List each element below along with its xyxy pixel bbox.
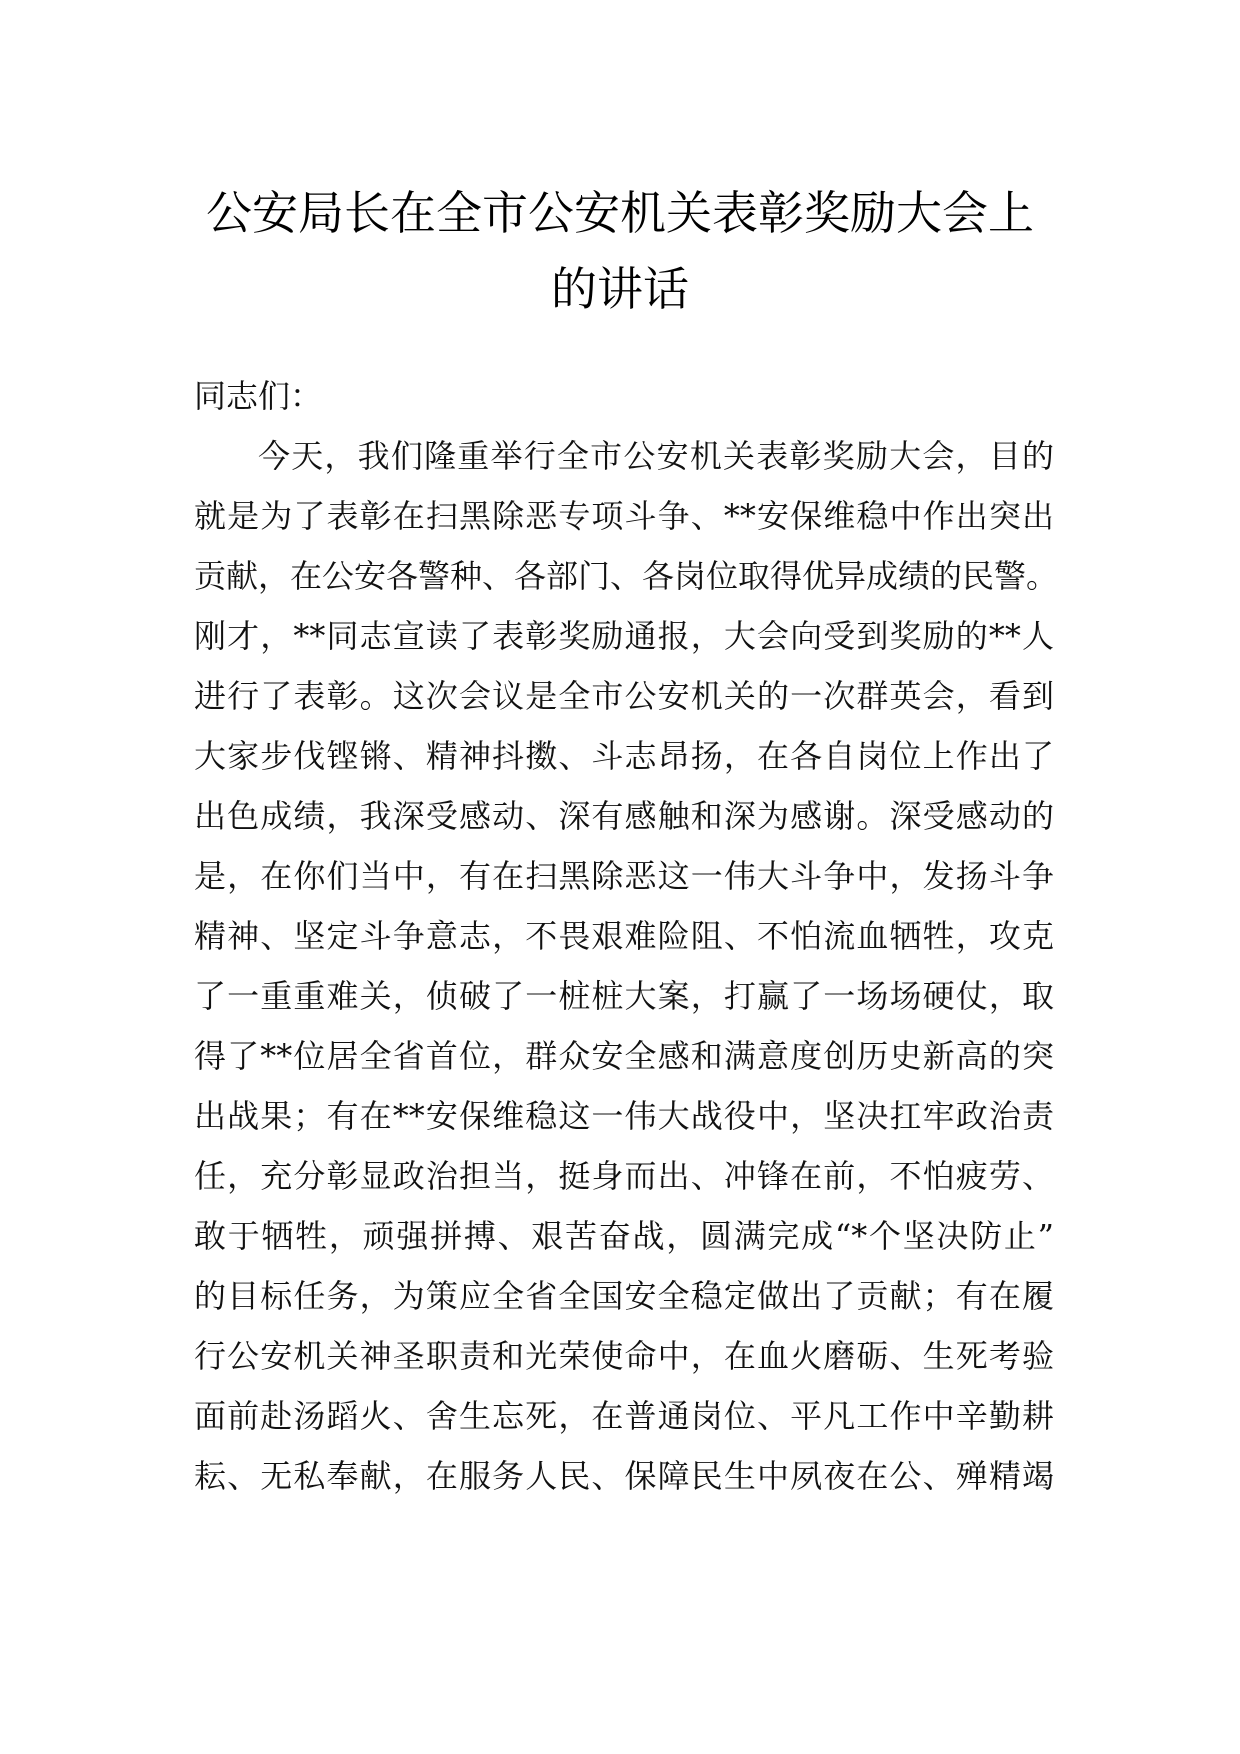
salutation: 同志们： — [194, 377, 323, 415]
body-line: 贡献，在公安各警种、各部门、各岗位取得优异成绩的民警。 — [194, 557, 1059, 595]
body-line: 出战果；有在**安保维稳这一伟大战役中，坚决扛牢政治责 — [194, 1097, 1054, 1135]
body-line: 得了**位居全省首位，群众安全感和满意度创历史新高的突 — [194, 1037, 1054, 1075]
body-line: 了一重重难关，侦破了一桩桩大案，打赢了一场场硬仗，取 — [194, 977, 1054, 1015]
title-line-1: 公安局长在全市公安机关表彰奖励大会上 — [206, 186, 1034, 240]
body-line: 敢于牺牲，顽强拼搏、艰苦奋战，圆满完成“*个坚决防止” — [194, 1217, 1054, 1255]
body-line: 进行了表彰。这次会议是全市公安机关的一次群英会，看到 — [194, 677, 1054, 715]
body-line: 是，在你们当中，有在扫黑除恶这一伟大斗争中，发扬斗争 — [194, 857, 1054, 895]
body-line: 出色成绩，我深受感动、深有感触和深为感谢。深受感动的 — [194, 797, 1054, 835]
body-line: 任，充分彰显政治担当，挺身而出、冲锋在前，不怕疲劳、 — [194, 1157, 1054, 1195]
body-line: 今天，我们隆重举行全市公安机关表彰奖励大会，目的 — [258, 437, 1054, 475]
document-title — [150, 175, 1090, 327]
title-line-2: 的讲话 — [551, 262, 689, 316]
body-line: 的目标任务，为策应全省全国安全稳定做出了贡献；有在履 — [194, 1277, 1054, 1315]
body-line: 行公安机关神圣职责和光荣使命中，在血火磨砺、生死考验 — [194, 1337, 1054, 1375]
body-line: 精神、坚定斗争意志，不畏艰难险阻、不怕流血牺牲，攻克 — [194, 917, 1054, 955]
body-line: 耘、无私奉献，在服务人民、保障民生中夙夜在公、殚精竭 — [194, 1457, 1054, 1495]
body-line: 大家步伐铿锵、精神抖擞、斗志昂扬，在各自岗位上作出了 — [194, 737, 1054, 775]
body-line: 刚才，**同志宣读了表彰奖励通报，大会向受到奖励的**人 — [194, 617, 1054, 655]
body-line: 面前赴汤蹈火、舍生忘死，在普通岗位、平凡工作中辛勤耕 — [194, 1397, 1054, 1435]
body-line: 就是为了表彰在扫黑除恶专项斗争、**安保维稳中作出突出 — [194, 497, 1054, 535]
speech-body — [194, 366, 1059, 1506]
